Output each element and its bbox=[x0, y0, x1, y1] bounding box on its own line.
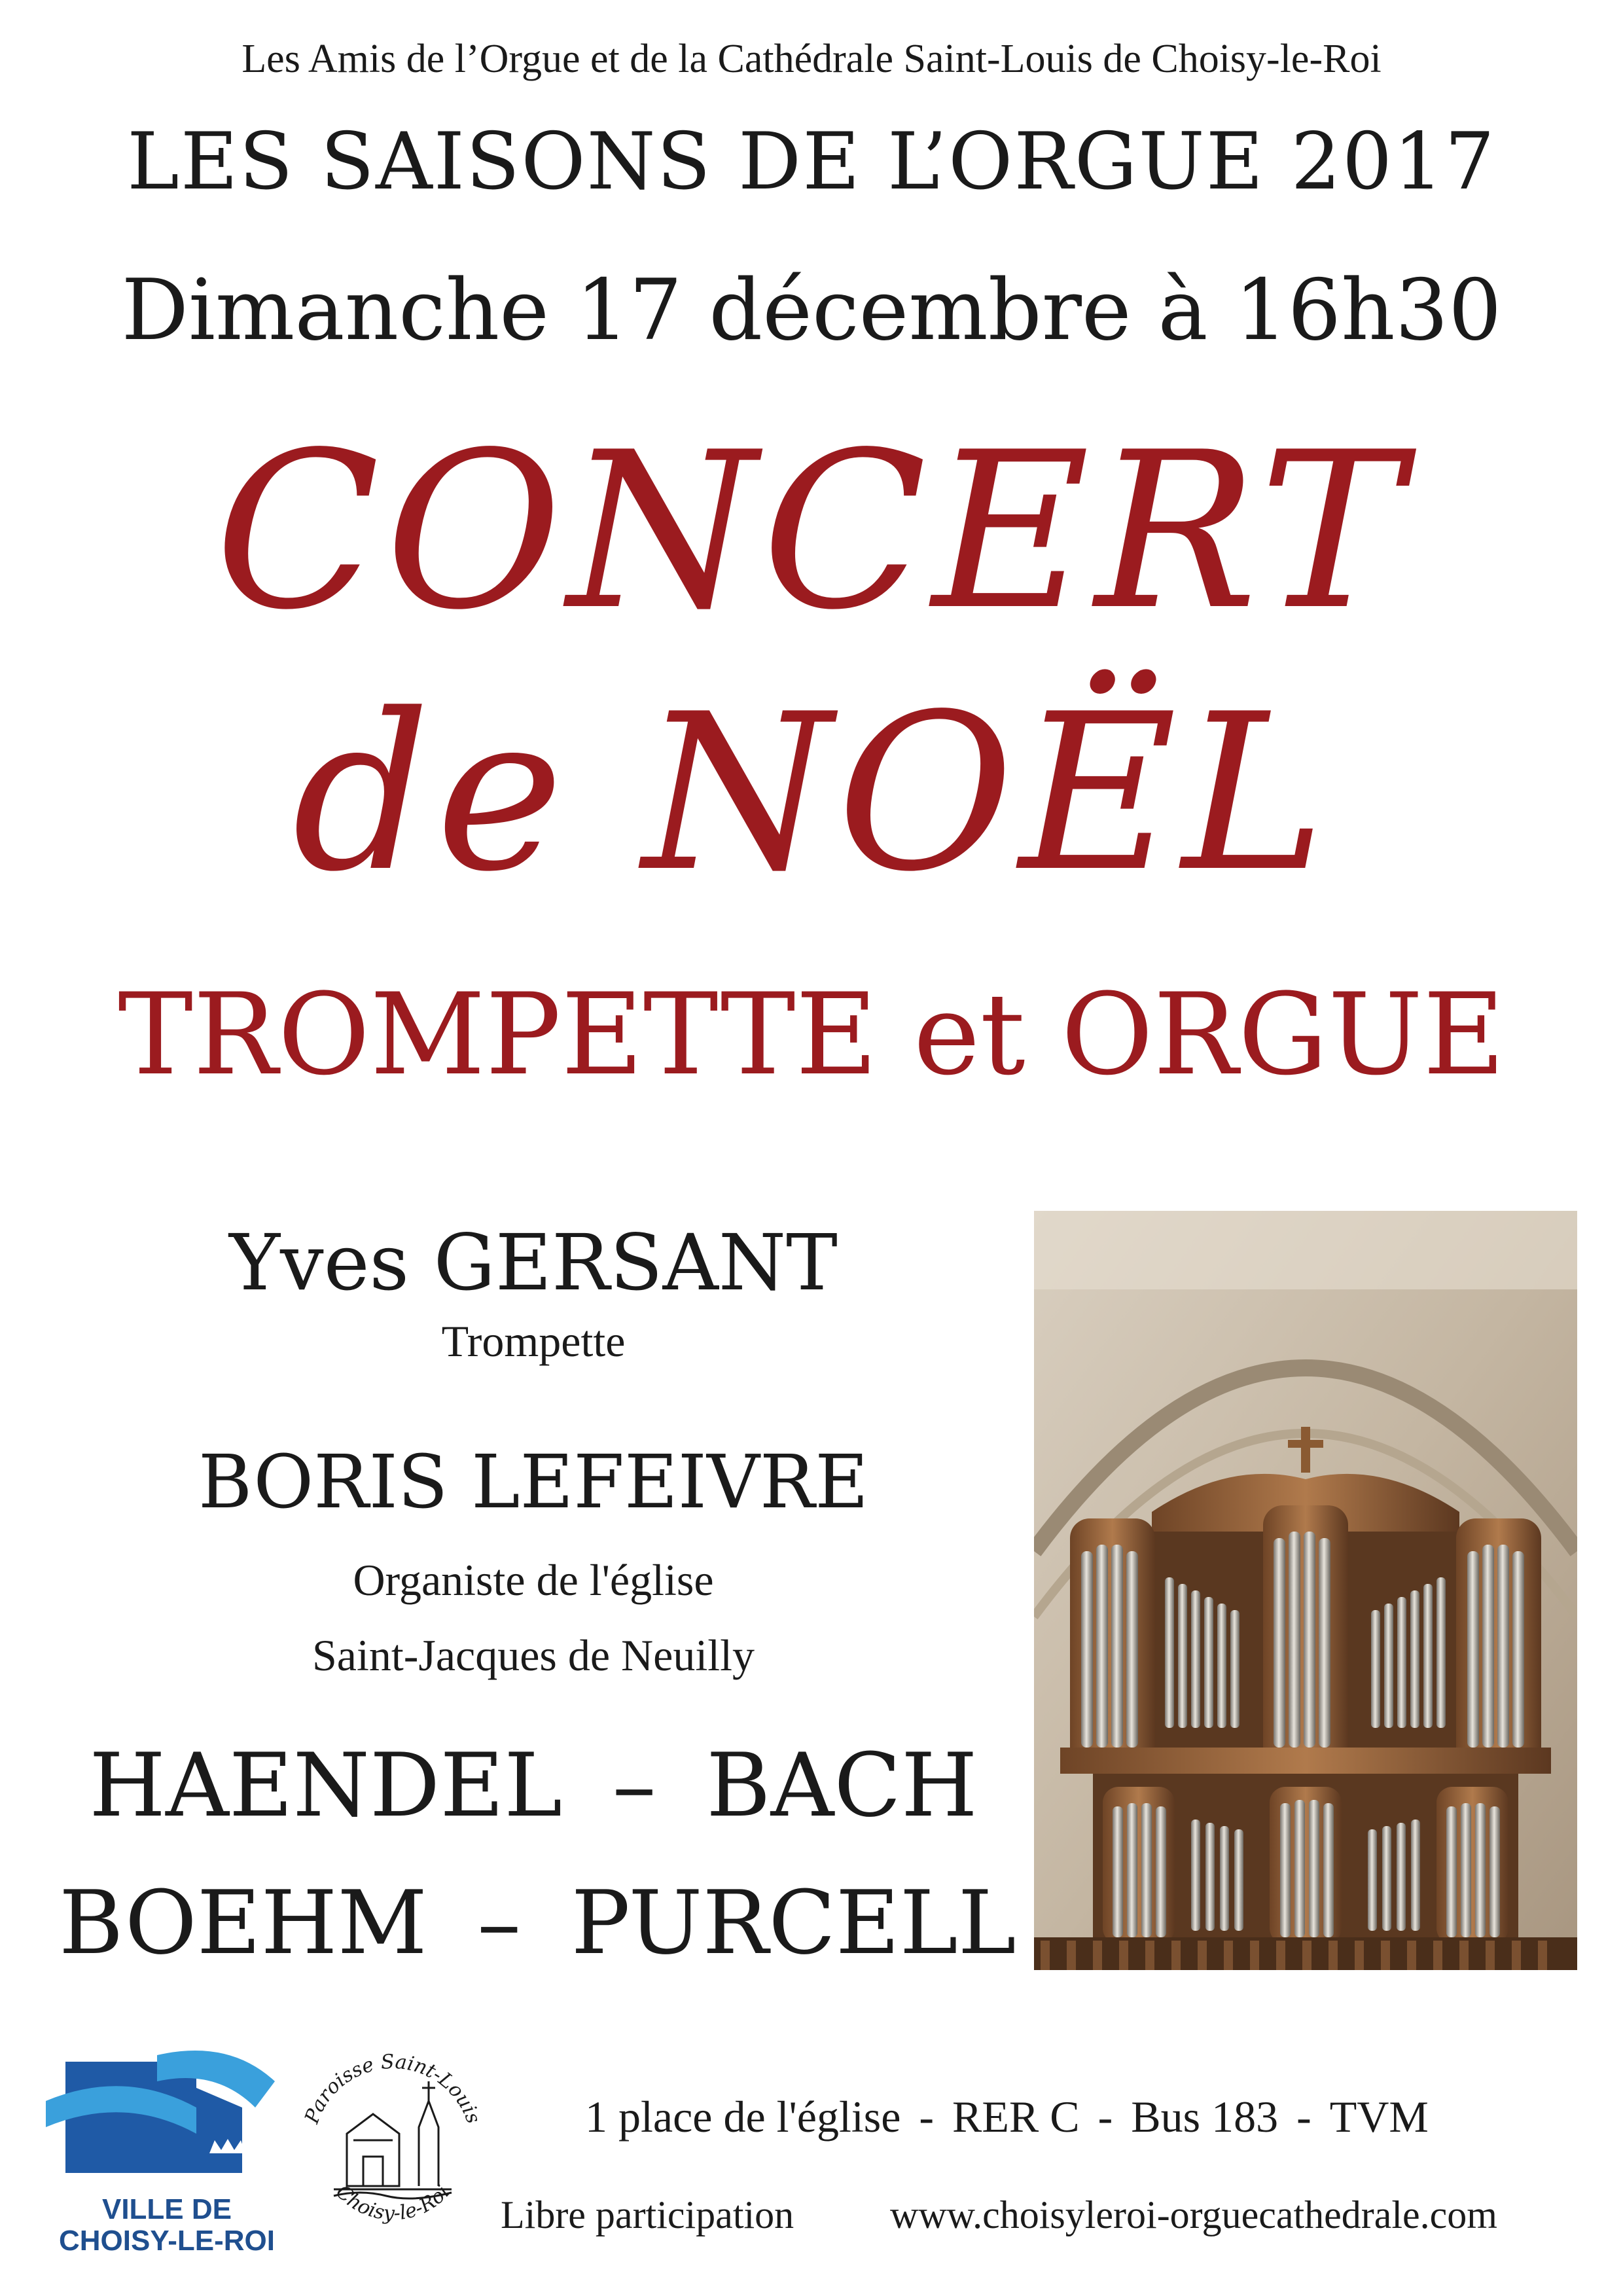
participation-note: Libre participation bbox=[501, 2193, 794, 2236]
composer-haendel: HAENDEL bbox=[89, 1734, 563, 1837]
instruments-subtitle: TROMPETTE et ORGUE bbox=[118, 969, 1505, 1100]
address-bus: Bus 183 bbox=[1131, 2092, 1279, 2142]
composer-purcell: PURCELL bbox=[571, 1872, 1016, 1974]
paroisse-logo-bottom: Choisy-le-Roi bbox=[330, 2180, 455, 2225]
title-noel: de NOËL bbox=[292, 668, 1331, 919]
title-concert: CONCERT bbox=[215, 406, 1408, 657]
address-rer: RER C bbox=[952, 2092, 1080, 2142]
performer-2-role-line2: Saint-Jacques de Neuilly bbox=[312, 1630, 755, 1680]
address-tvm: TVM bbox=[1329, 2092, 1429, 2142]
composer-separator: – bbox=[612, 1734, 656, 1837]
paroisse-logo-top: Paroisse Saint-Louis bbox=[300, 2050, 485, 2127]
address-line bbox=[576, 2091, 1438, 2143]
address-separator: - bbox=[1296, 2092, 1311, 2142]
ville-logo-line2: CHOISY-LE-ROI bbox=[58, 2225, 276, 2257]
svg-text:Paroisse Saint-Louis bbox=[300, 2051, 485, 2127]
svg-text:Choisy-le-Roi bbox=[331, 2181, 454, 2225]
association-name: Les Amis de l’Orgue et de la Cathédrale Saint-Louis de Choisy-le-Roi bbox=[241, 37, 1382, 81]
address-separator: - bbox=[919, 2092, 935, 2142]
composer-bach: BACH bbox=[706, 1734, 978, 1837]
composers-row-1 bbox=[59, 1734, 1008, 1837]
performer-2-name: BORIS LEFEIVRE bbox=[198, 1440, 868, 1525]
series-title: LES SAISONS DE L’ORGUE 2017 bbox=[127, 117, 1496, 207]
composer-separator: – bbox=[477, 1872, 522, 1974]
address-separator: - bbox=[1097, 2092, 1113, 2142]
organ-photo bbox=[1034, 1211, 1577, 1970]
website-url: www.choisyleroi-orguecathedrale.com bbox=[890, 2193, 1497, 2236]
ville-logo-line1: VILLE DE bbox=[101, 2193, 232, 2225]
composer-boehm: BOEHM bbox=[59, 1872, 427, 1974]
composers-row-2 bbox=[59, 1872, 1016, 1974]
performer-1-name: Yves GERSANT bbox=[229, 1217, 838, 1308]
address-place: 1 place de l'église bbox=[585, 2092, 901, 2142]
concert-date: Dimanche 17 décembre à 16h30 bbox=[121, 262, 1502, 359]
performer-2-role-line1: Organiste de l'église bbox=[353, 1555, 714, 1605]
performer-1-role: Trompette bbox=[441, 1316, 626, 1366]
ville-choisy-logo bbox=[46, 2042, 288, 2258]
paroisse-logo bbox=[294, 2036, 491, 2251]
